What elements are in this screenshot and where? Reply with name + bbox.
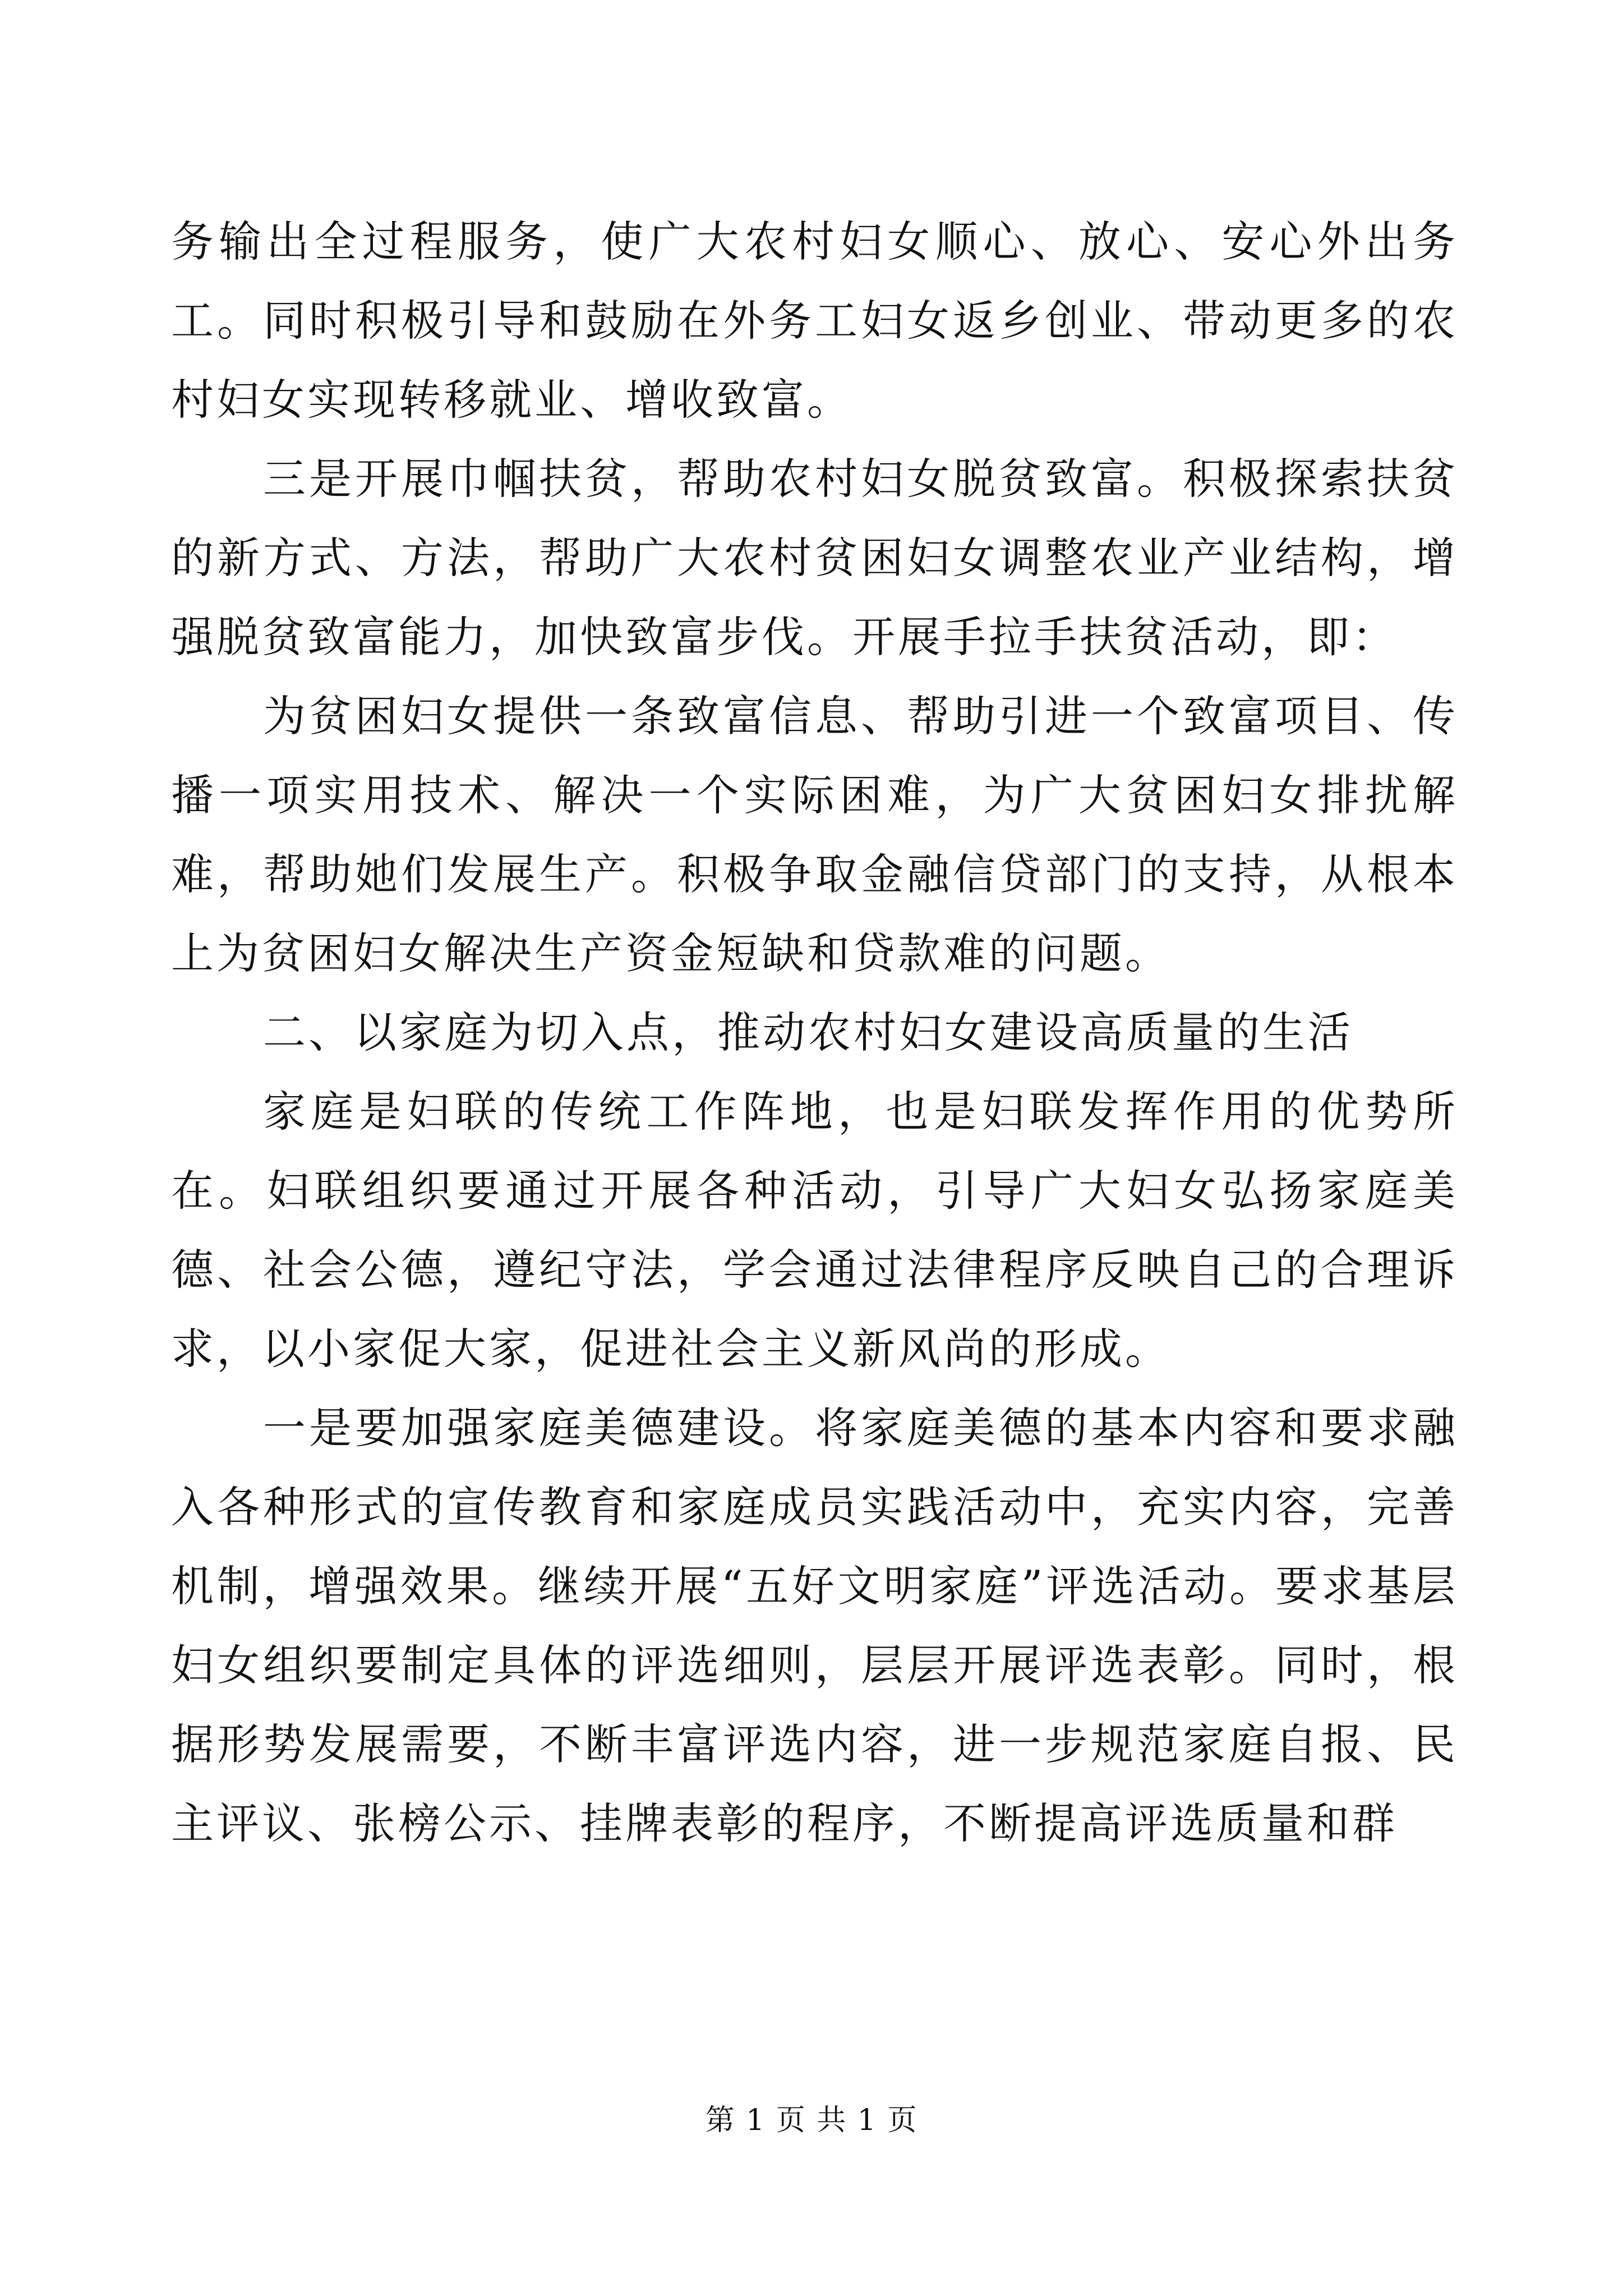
paragraph-5: 家庭是妇联的传统工作阵地，也是妇联发挥作用的优势所在。妇联组织要通过开展各种活动，引导广大妇女弘扬家庭美德、社会公德，遵纪守法，学会通过法律程序反映自己的合理诉求，以小家促大家，促进社会主义新风尚的形成。 [171, 1087, 1458, 1374]
paragraph-6: 一是要加强家庭美德建设。将家庭美德的基本内容和要求融入各种形式的宣传教育和家庭成员实践活动中，充实内容，完善机制，增强效果。继续开展“五好文明家庭”评选活动。要求基层妇女组织要制定具体的评选细则，层层开展评选表彰。同时，根据形势发展需要，不断丰富评选内容，进一步规范家庭自报、民主评议、张榜公示、挂牌表彰的程序，不断提高评选质量和群 [171, 1403, 1458, 1848]
section-heading: 二、以家庭为切入点，推动农村妇女建设高质量的生活 [263, 1007, 1353, 1057]
paragraph-3: 为贫困妇女提供一条致富信息、帮助引进一个致富项目、传播一项实用技术、解决一个实际困难，为广大贫困妇女排扰解难，帮助她们发展生产。积极争取金融信贷部门的支持，从根本上为贫困妇女解决生产资金短缺和贷款难的问题。 [171, 691, 1458, 978]
paragraph-1: 务输出全过程服务，使广大农村妇女顺心、放心、安心外出务工。同时积极引导和鼓励在外务工妇女返乡创业、带动更多的农村妇女实现转移就业、增收致富。 [171, 217, 1458, 425]
document-body [171, 202, 1458, 1863]
page-footer: 第 1 页 共 1 页 [705, 2104, 918, 2137]
paragraph-2: 三是开展巾帼扶贫，帮助农村妇女脱贫致富。积极探索扶贫的新方式、方法，帮助广大农村贫困妇女调整农业产业结构，增强脱贫致富能力，加快致富步伐。开展手拉手扶贫活动，即： [171, 454, 1458, 662]
